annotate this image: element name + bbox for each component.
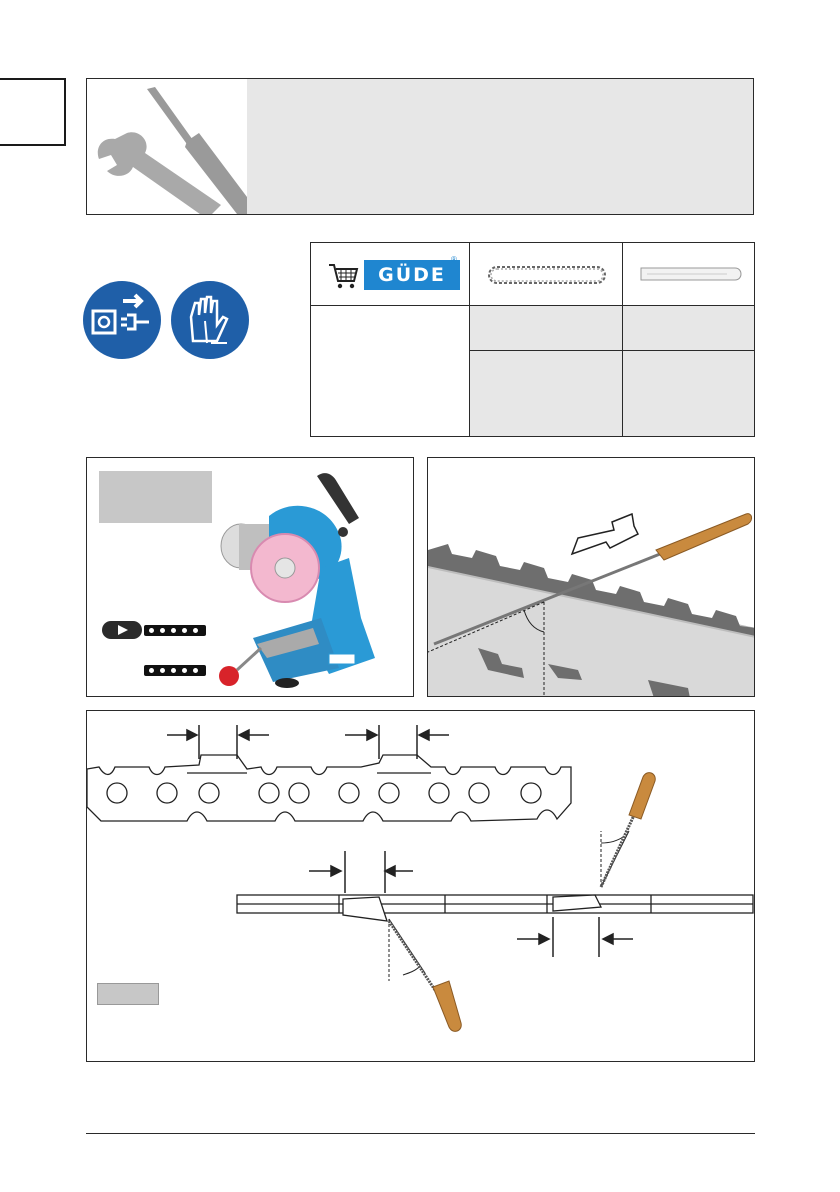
play-icon [102,621,142,639]
arrow-icon [572,514,638,554]
shopping-cart-icon [327,259,359,296]
table-cell [623,306,754,350]
table-header-chain [470,243,622,305]
brand-logo: GÜDE [364,260,460,290]
dots-indicator [144,625,206,636]
dots-indicator [144,665,206,676]
guide-bar-icon [637,265,745,288]
table-header-brand [311,243,469,305]
table-cell [470,306,622,350]
gloves-icon [171,281,249,359]
chain-sharpener-icon [209,468,389,698]
header-icon-panel [87,79,247,214]
parts-table [310,242,755,437]
side-tab [0,78,66,146]
header-banner [86,78,754,215]
saw-chain-icon [486,263,608,292]
panel-chain-diagram [86,710,755,1062]
label-box [97,983,159,1005]
saw-chain-icon [87,755,571,821]
unplug-icon [83,281,161,359]
table-cell [311,306,469,436]
table-cell [623,351,754,436]
label-box [99,471,212,523]
panel-file-sharpening [427,457,755,697]
panel-chain-sharpener [86,457,414,697]
footer-rule [86,1133,755,1134]
saw-chain-icon [237,895,753,921]
table-cell [470,351,622,436]
registered-mark: ® [451,255,457,264]
table-header-bar [623,243,754,305]
